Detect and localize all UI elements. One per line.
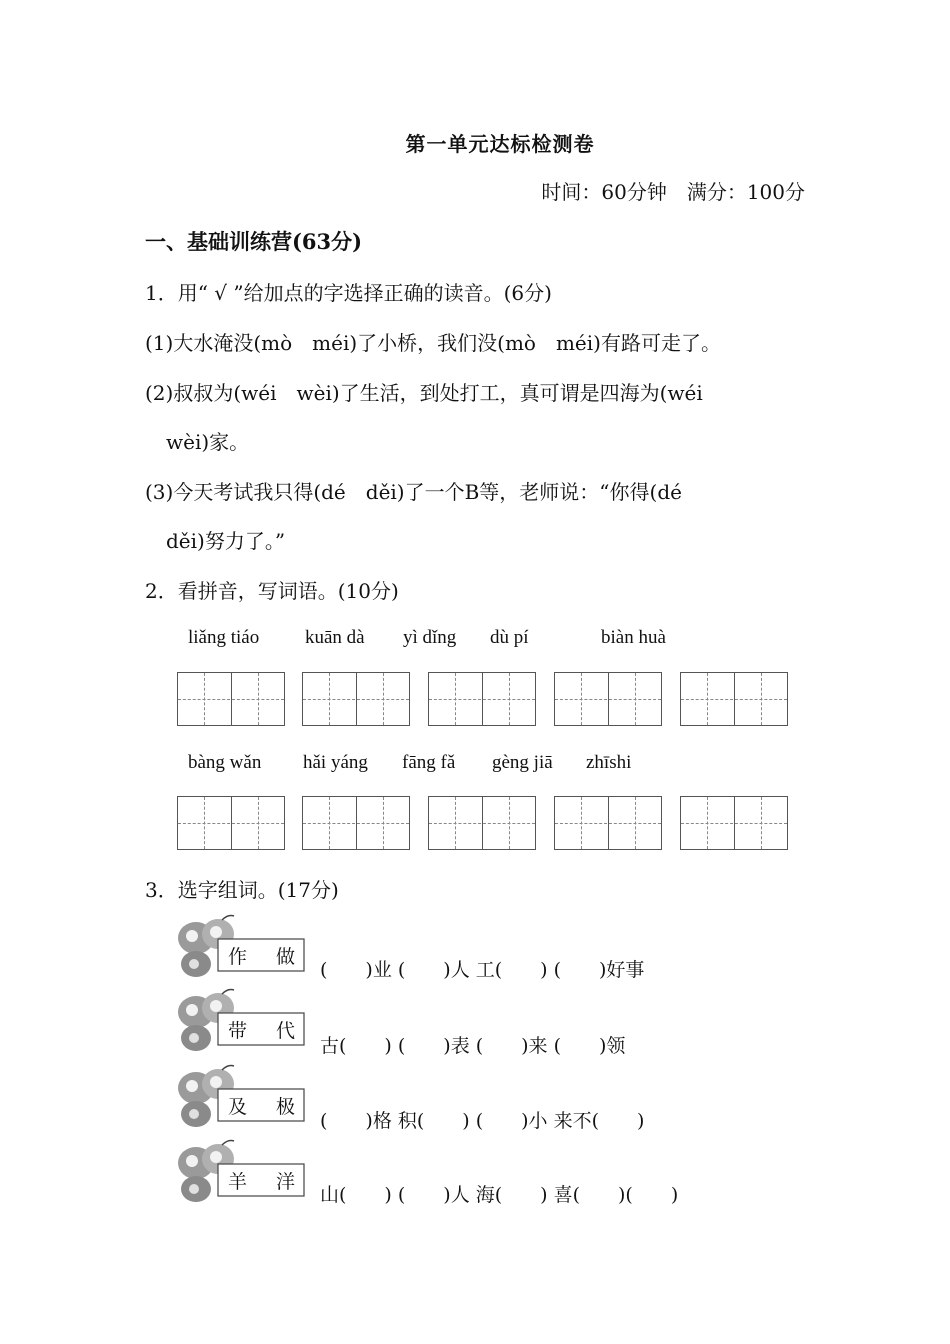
writing-grid[interactable] — [428, 796, 536, 850]
question-1-line-1: (1)大水淹没(mò méi)了小桥，我们没(mò méi)有路可走了。 — [145, 331, 721, 355]
writing-grid[interactable] — [302, 796, 410, 850]
option-char-a: 作 — [228, 946, 248, 968]
question-1-line-2: (2)叔叔为(wéi wèi)了生活，到处打工，真可谓是四海为(wéi — [145, 381, 703, 405]
pinyin-1-1: liǎng tiáo — [188, 627, 260, 648]
pinyin-1-5: biàn huà — [601, 627, 666, 648]
option-char-b: 极 — [276, 1096, 296, 1118]
question-1-line-3: (3)今天考试我只得(dé děi)了一个B等，老师说：“你得(dé — [145, 480, 682, 504]
pinyin-2-2: hǎi yáng — [303, 752, 368, 773]
choices-row-1: ( )业 ( )人 工( ) ( )好事 — [320, 959, 645, 981]
choices-row-4: 山( ) ( )人 海( ) 喜( )( ) — [320, 1184, 679, 1206]
butterfly-option-label — [176, 914, 311, 980]
butterfly-option-label — [176, 1064, 311, 1130]
pinyin-2-3: fāng fǎ — [402, 752, 456, 773]
option-char-a: 及 — [228, 1096, 248, 1118]
pinyin-1-4: dù pí — [490, 627, 529, 648]
writing-grid[interactable] — [177, 672, 285, 726]
option-char-a: 羊 — [228, 1171, 248, 1193]
writing-grid[interactable] — [680, 672, 788, 726]
option-char-b: 代 — [276, 1020, 296, 1042]
section-heading-basic: 一、基础训练营(63分) — [145, 229, 363, 254]
pinyin-1-2: kuān dà — [305, 627, 365, 648]
choices-row-3: ( )格 积( ) ( )小 来不( ) — [320, 1110, 645, 1132]
choices-row-2: 古( ) ( )表 ( )来 ( )领 — [320, 1035, 626, 1057]
pinyin-2-1: bàng wǎn — [188, 752, 262, 773]
butterfly-option-label — [176, 1139, 311, 1205]
pinyin-2-5: zhīshi — [586, 752, 632, 773]
option-char-a: 带 — [228, 1020, 248, 1042]
option-char-b: 洋 — [276, 1171, 296, 1193]
writing-grid[interactable] — [302, 672, 410, 726]
time-score-info: 时间：60分钟 满分：100分 — [541, 180, 805, 204]
question-1-prompt: 1．用“ √ ”给加点的字选择正确的读音。(6分) — [145, 281, 552, 305]
writing-grid[interactable] — [554, 672, 662, 726]
question-1-line-2-cont: wèi)家。 — [166, 430, 250, 454]
pinyin-1-3: yì dǐng — [403, 627, 457, 648]
butterfly-option-label — [176, 988, 311, 1054]
question-1-line-3-cont: děi)努力了。” — [166, 529, 286, 553]
writing-grid[interactable] — [177, 796, 285, 850]
writing-grid[interactable] — [554, 796, 662, 850]
pinyin-2-4: gèng jiā — [492, 752, 553, 773]
writing-grid[interactable] — [680, 796, 788, 850]
writing-grid[interactable] — [428, 672, 536, 726]
page-title: 第一单元达标检测卷 — [405, 132, 595, 156]
option-char-b: 做 — [276, 946, 296, 968]
question-2-prompt: 2．看拼音，写词语。(10分) — [145, 579, 399, 603]
question-3-prompt: 3．选字组词。(17分) — [145, 878, 339, 902]
